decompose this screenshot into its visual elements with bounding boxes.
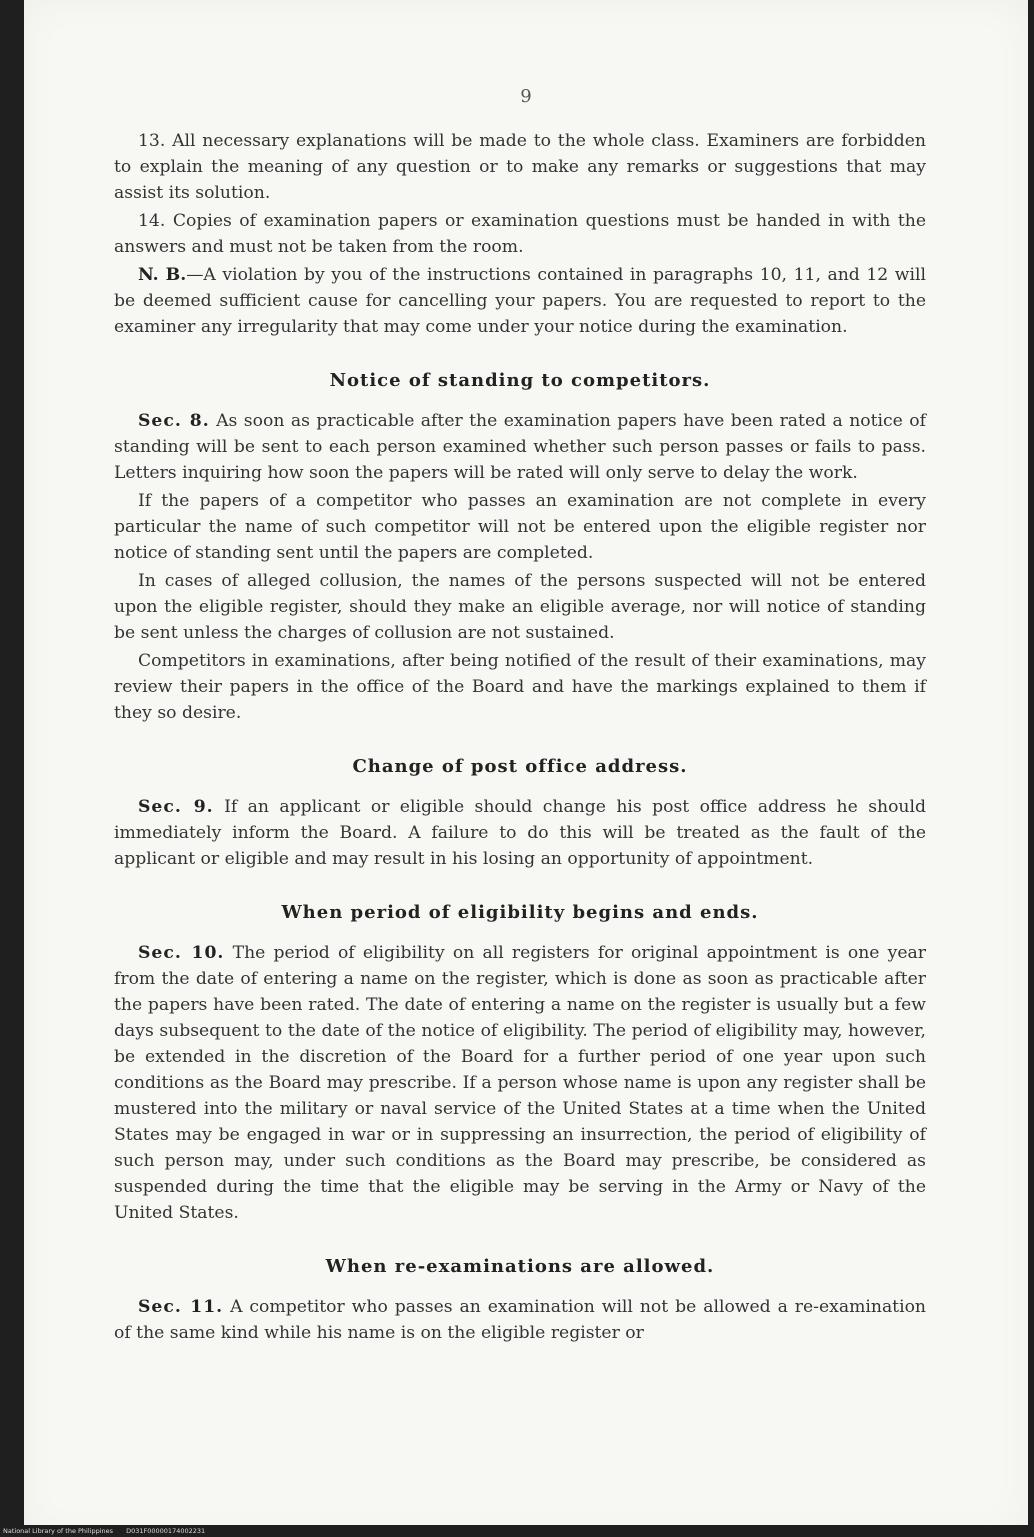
page-number: 9 [520, 86, 532, 107]
document-page [24, 0, 1028, 1537]
section-heading-change-of-address: Change of post office address. [352, 756, 688, 777]
sec-8-paragraph-collusion: In cases of alleged collusion, the names of the persons suspected will not be entered upon the eligible register, should they make an eligible average, nor will notice of standing be sent unless the charges of collusion are not sustained. [114, 571, 926, 643]
paragraph-nota-bene [114, 262, 926, 340]
sec-8-paragraph-incomplete-papers: If the papers of a competitor who passes an examination are not complete in every particular the name of such competitor will not be entered upon the eligible register nor notice of standing sent until the papers are completed. [114, 491, 926, 563]
sec-10-text: The period of eligibility on all registers for original appointment is one year from the date of entering a name on the register, which is done as soon as practicable after the papers have been rated. The date of entering a name on the register is usually but a few days subsequent to the date of the notice of eligibility. The period of eligibility may, however, be extended in the discretion of the Board for a further period of one year upon such conditions as the Board may prescribe. If a person whose name is upon any register shall be mustered into the military or naval service of the United States at a time when the United States may be engaged in war or in suppressing an insurrection, the period of eligibility of such person may, under such conditions as the Board may prescribe, be considered as suspended during the time that the eligible may be serving in the Army or Navy of the United States. [114, 943, 926, 1223]
sec-8-label: Sec. 8. [138, 411, 210, 431]
footer-strip [0, 1525, 1034, 1537]
sec-10-label: Sec. 10. [138, 943, 225, 963]
sec-9-text: If an applicant or eligible should change his post office address he should immediately inform the Board. A failure to do this will be treated as the fault of the applicant or eligible and may result in his losing an opportunity of appointment. [114, 797, 926, 869]
footer-institution: National Library of the Philippines [3, 1527, 114, 1535]
footer-identifier: D031F00000174002231 [126, 1527, 206, 1535]
section-heading-re-examinations: When re-examinations are allowed. [325, 1256, 715, 1277]
page-content [114, 128, 926, 1346]
sec-9-label: Sec. 9. [138, 797, 214, 817]
section-heading-period-of-eligibility: When period of eligibility begins and ends. [281, 902, 759, 923]
sec-11-text: A competitor who passes an examination will not be allowed a re-examination of the same kind while his name is on the eligible register or [114, 1297, 927, 1343]
nota-bene-label: N. B. [138, 265, 187, 285]
nota-bene-text: —A violation by you of the instructions contained in paragraphs 10, 11, and 12 will be deemed sufficient cause for cancelling your papers. You are requested to report to the examiner any irregularity that may come under your notice during the examination. [114, 265, 927, 337]
sec-8-paragraph-review: Competitors in examinations, after being notified of the result of their examinations, may review their papers in the office of the Board and have the markings explained to them if they so desire. [114, 651, 926, 723]
sec-8-paragraph [114, 408, 926, 486]
sec-9-paragraph [114, 794, 926, 872]
paragraph-13: 13. All necessary explanations will be made to the whole class. Examiners are forbidden to explain the meaning of any question or to make any remarks or suggestions that may assist its solution. [114, 131, 926, 203]
section-heading-notice-of-standing: Notice of standing to competitors. [329, 370, 711, 391]
sec-10-paragraph [114, 940, 926, 1226]
sec-11-label: Sec. 11. [138, 1297, 224, 1317]
sec-11-paragraph [114, 1294, 926, 1346]
sec-8-text: As soon as practicable after the examination papers have been rated a notice of standing will be sent to each person examined whether such person passes or fails to pass. Letters inquiring how soon the papers will be rated will only serve to delay the work. [114, 411, 926, 483]
paragraph-14: 14. Copies of examination papers or examination questions must be handed in with the answers and must not be taken from the room. [114, 211, 926, 257]
